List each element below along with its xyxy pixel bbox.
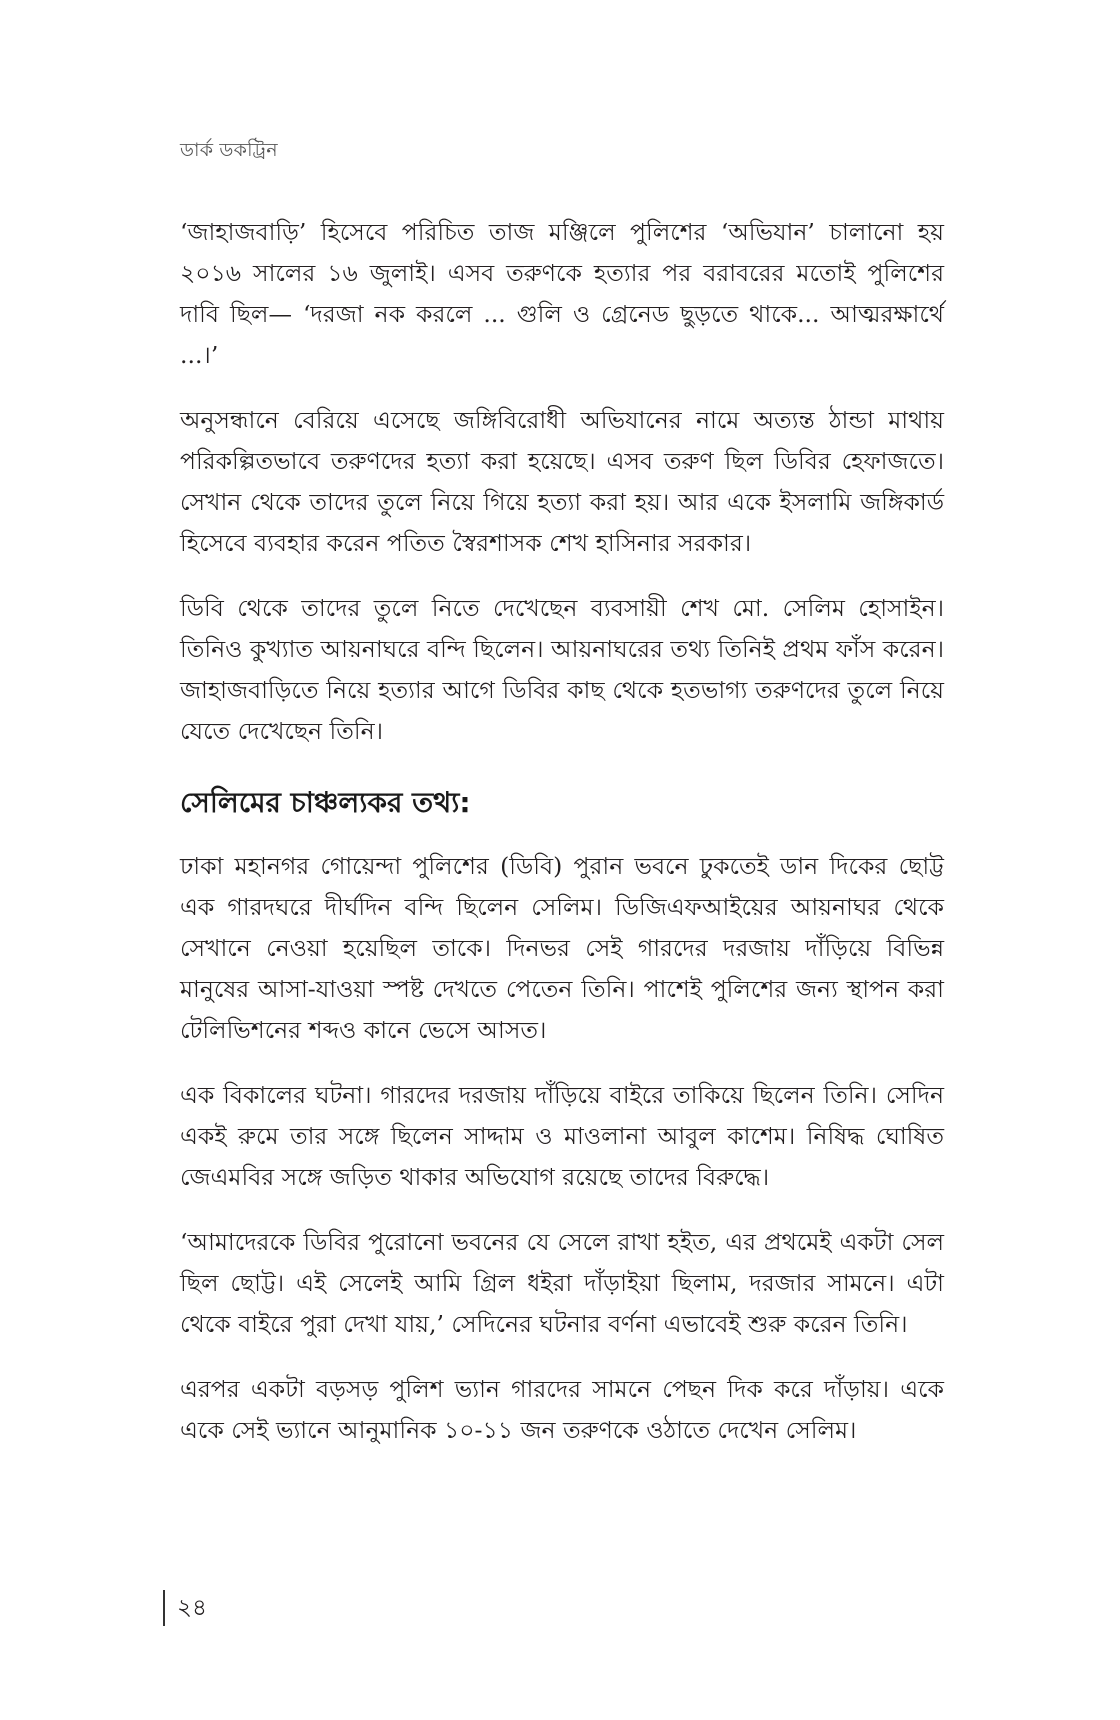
body-paragraph: ডিবি থেকে তাদের তুলে নিতে দেখেছেন ব্যবসায়ী শেখ মো. সেলিম হোসাইন। তিনিও কুখ্যাত আয়নাঘরে বন্দি ছিলেন। আয়নাঘরের তথ্য তিনিই প্রথম ফাঁস করেন। জাহাজবাড়িতে নিয়ে হত্যার আগে ডিবির কাছ থেকে হতভাগ্য তরুণদের তুলে নিয়ে যেতে দেখেছেন তিনি।	[180, 594, 944, 745]
page-number: ২৪	[163, 1590, 207, 1626]
page-body	[180, 212, 944, 1475]
body-paragraph: এরপর একটা বড়সড় পুলিশ ভ্যান গারদের সামনে পেছন দিক করে দাঁড়ায়। একে একে সেই ভ্যানে আনুমানিক ১০-১১ জন তরুণকে ওঠাতে দেখেন সেলিম।	[180, 1375, 944, 1444]
section-heading: সেলিমের চাঞ্চল্যকর তথ্য:	[180, 786, 471, 819]
body-paragraph: অনুসন্ধানে বেরিয়ে এসেছে জঙ্গিবিরোধী অভিযানের নামে অত্যন্ত ঠান্ডা মাথায় পরিকল্পিতভাবে তরুণদের হত্যা করা হয়েছে। এসব তরুণ ছিল ডিবির হেফাজতে। সেখান থেকে তাদের তুলে নিয়ে গিয়ে হত্যা করা হয়। আর একে ইসলামি জঙ্গিকার্ড হিসেবে ব্যবহার করেন পতিত স্বৈরশাসক শেখ হাসিনার সরকার।	[180, 406, 944, 557]
body-paragraph: এক বিকালের ঘটনা। গারদের দরজায় দাঁড়িয়ে বাইরে তাকিয়ে ছিলেন তিনি। সেদিন একই রুমে তার সঙ্গে ছিলেন সাদ্দাম ও মাওলানা আবুল কাশেম। নিষিদ্ধ ঘোষিত জেএমবির সঙ্গে জড়িত থাকার অভিযোগ রয়েছে তাদের বিরুদ্ধে।	[180, 1081, 944, 1191]
body-paragraph: ঢাকা মহানগর গোয়েন্দা পুলিশের (ডিবি) পুরান ভবনে ঢুকতেই ডান দিকের ছোট্ট এক গারদঘরে দীর্ঘদিন বন্দি ছিলেন সেলিম। ডিজিএফআইয়ের আয়নাঘর থেকে সেখানে নেওয়া হয়েছিল তাকে। দিনভর সেই গারদের দরজায় দাঁড়িয়ে বিভিন্ন মানুষের আসা-যাওয়া স্পষ্ট দেখতে পেতেন তিনি। পাশেই পুলিশের জন্য স্থাপন করা টেলিভিশনের শব্দও কানে ভেসে আসত।	[180, 852, 944, 1044]
body-paragraph: ‘জাহাজবাড়ি’ হিসেবে পরিচিত তাজ মঞ্জিলে পুলিশের ‘অভিযান’ চালানো হয় ২০১৬ সালের ১৬ জুলাই। এসব তরুণকে হত্যার পর বরাবরের মতোই পুলিশের দাবি ছিল— ‘দরজা নক করলে ... গুলি ও গ্রেনেড ছুড়তে থাকে... আত্মরক্ষার্থে ...।’	[180, 218, 944, 369]
body-paragraph: ‘আমাদেরকে ডিবির পুরোনো ভবনের যে সেলে রাখা হইত, এর প্রথমেই একটা সেল ছিল ছোট্ট। এই সেলেই আমি গ্রিল ধইরা দাঁড়াইয়া ছিলাম, দরজার সামনে। এটা থেকে বাইরে পুরা দেখা যায়,’ সেদিনের ঘটনার বর্ণনা এভাবেই শুরু করেন তিনি।	[180, 1228, 944, 1338]
running-header-title: ডার্ক ডকট্রিন	[180, 139, 278, 161]
